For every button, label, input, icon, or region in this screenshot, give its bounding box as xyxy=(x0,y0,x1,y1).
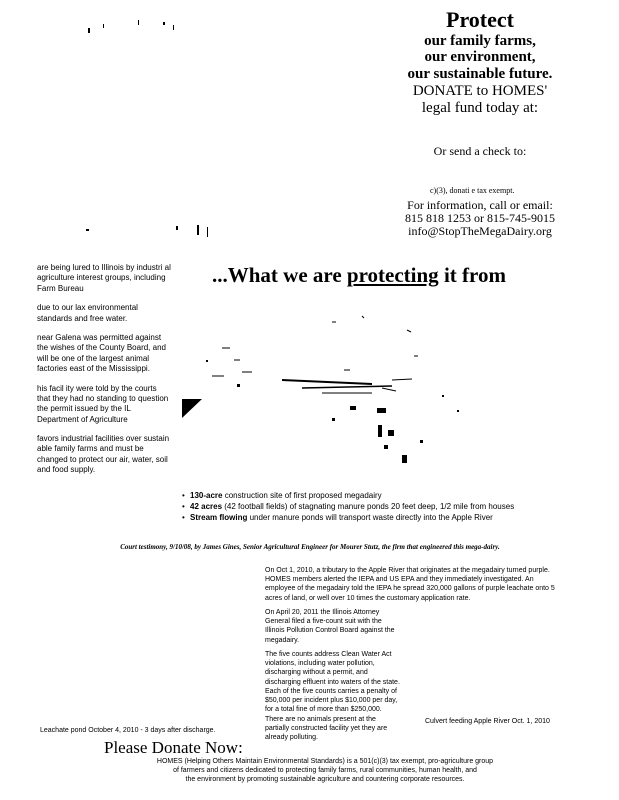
left-paragraph: near Galena was permitted against the wishes of the County Board, and will be one of the largest animal factories east of the Mississippi. xyxy=(37,332,166,374)
heading-suffix: it from xyxy=(438,263,506,287)
footer-line: HOMES (Helping Others Maintain Environmental Standards) is a 501(c)(3) tax exempt, pro-agriculture group xyxy=(156,758,494,765)
list-item xyxy=(182,513,602,524)
protecting-heading xyxy=(212,263,506,288)
email-address[interactable]: info@StopTheMegaDairy.org xyxy=(408,223,552,238)
organization-footer xyxy=(40,757,610,784)
scan-speck xyxy=(207,227,208,237)
fact-emphasis: 42 acres xyxy=(190,501,223,511)
scan-speck xyxy=(197,225,199,235)
protect-line: our family farms, xyxy=(424,32,536,49)
fact-text: under manure ponds will transport waste directly into the Apple River xyxy=(247,512,493,522)
heading-prefix: ...What we are xyxy=(212,263,347,287)
donate-line: legal fund today at: xyxy=(421,99,539,116)
phone-numbers: 815 818 1253 or 815-745-9015 xyxy=(405,210,555,225)
left-paragraph: favors industrial facilities over sustain able family farms and must be changed to protect our air, water, soil and food supply. xyxy=(37,434,170,475)
article-paragraph: The five counts address Clean Water Act violations, including water pollution, discharging without a permit, and discharging effluent into waters of the state. Each of the five counts carries a penalty of $50,000 per incident plus $10,000 per day, for a total fine of more than $250,000. There are no animals present at the partially constructed facility yet they are already polluting. xyxy=(265,650,400,741)
left-paragraph: are being lured to Illinois by industri al agriculture interest groups, including Farm Bureau xyxy=(37,263,171,293)
list-item xyxy=(182,502,602,513)
scan-speck xyxy=(86,229,89,231)
article-paragraph: On Oct 1, 2010, a tributary to the Apple River that originates at the megadairy turned purple. HOMES members alerted the IEPA and US EPA and they immediately investigated. An employee of the megadairy told the IEPA he spread 320,000 gallons of purple leachate onto 5 acres of land, or well over 10 times the customary application rate. xyxy=(265,567,555,602)
tax-exempt-note: c)(3), donati e tax exempt. xyxy=(430,186,515,195)
check-instruction: Or send a check to: xyxy=(433,144,527,158)
donate-heading: Please Donate Now: xyxy=(104,738,243,757)
protect-heading: Protect xyxy=(446,7,514,32)
fact-emphasis: Stream flowing xyxy=(190,512,248,522)
testimony-caption: Court testimony, 9/10/08, by James Gines, Senior Agricultural Engineer for Mourer Stutz, the firm that engineered this mega-dairy. xyxy=(120,543,500,551)
left-paragraph: his facil ity were told by the courts that they had no standing to question the permit issued by the IL Department of Agriculture xyxy=(37,383,169,424)
list-item xyxy=(182,491,602,502)
contact-line: For information, call or email: xyxy=(407,198,553,212)
footer-line: of farmers and citizens dedicated to protecting family farms, rural communities, human health, and xyxy=(173,767,477,775)
left-paragraph: due to our lax environmental standards and free water. xyxy=(37,303,138,323)
scan-speck xyxy=(103,24,104,28)
protect-line: our sustainable future. xyxy=(407,66,553,83)
left-column-text xyxy=(37,263,172,485)
heading-underlined-word: protecting xyxy=(346,263,439,287)
culvert-photo-caption: Culvert feeding Apple River Oct. 1, 2010 xyxy=(425,718,550,725)
megadairy-site-drawing xyxy=(182,300,502,485)
fact-text: (42 football fields) of stagnating manure ponds 20 feet deep, 1/2 mile from houses xyxy=(222,501,515,511)
protect-callout xyxy=(380,8,580,117)
site-facts-list xyxy=(182,491,602,523)
scan-speck xyxy=(163,22,165,25)
leachate-photo-caption: Leachate pond October 4, 2010 - 3 days after discharge. xyxy=(40,727,216,734)
contact-info xyxy=(395,199,565,238)
scan-speck xyxy=(176,226,178,230)
footer-line: the environment by promoting sustainable agriculture and countering corporate resources. xyxy=(185,776,465,784)
protect-line: our environment, xyxy=(424,49,536,66)
scan-speck xyxy=(88,28,90,33)
donate-line: DONATE to HOMES' xyxy=(412,83,548,100)
scan-speck xyxy=(138,20,139,25)
article-paragraph: On April 20, 2011 the Illinois Attorney General filed a five-count suit with the Illinois Pollution Control Board against the megadairy. xyxy=(265,608,395,644)
scan-speck xyxy=(173,25,174,30)
fact-emphasis: 130-acre xyxy=(190,491,223,500)
fact-text: construction site of first proposed megadairy xyxy=(222,491,382,500)
